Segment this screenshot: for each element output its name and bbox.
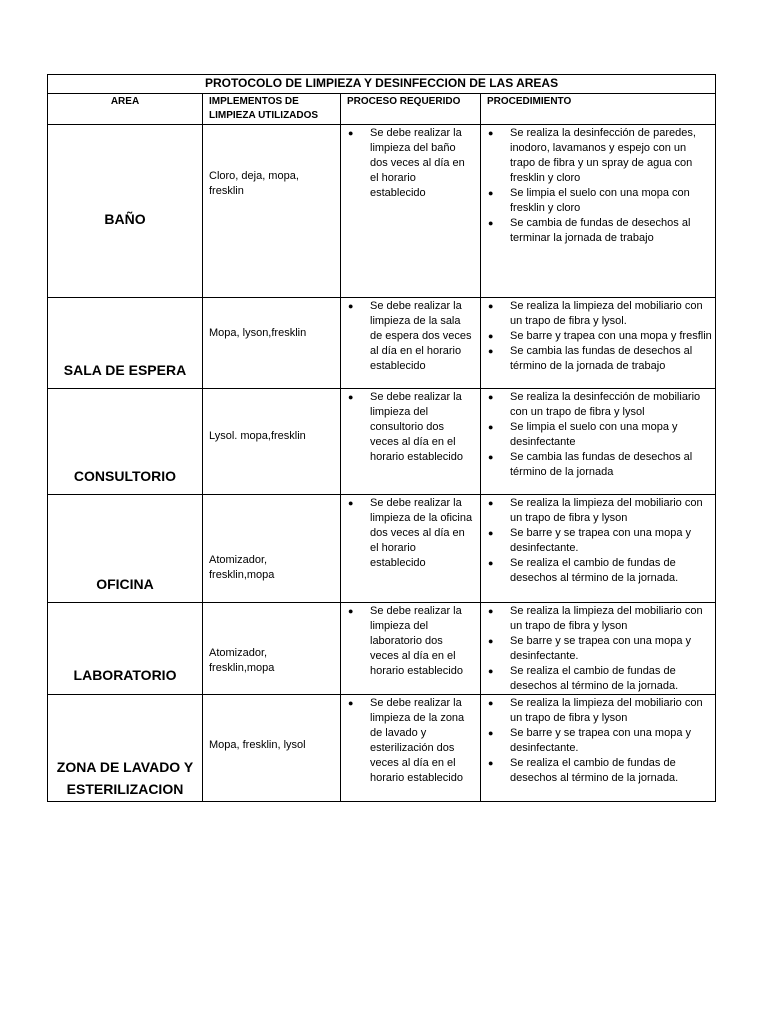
area-name: BAÑO: [104, 211, 146, 227]
bullet-icon: ●: [488, 346, 494, 356]
procedure-cell: [481, 695, 716, 802]
procedure-item: [481, 496, 713, 526]
bullet-icon: ●: [488, 422, 494, 432]
procedure-item: [481, 556, 713, 586]
implements-cell: [203, 695, 341, 802]
bullet-icon: ●: [488, 301, 494, 311]
header-area: [48, 94, 203, 125]
implements-text: Atomizador, fresklin,mopa: [209, 554, 275, 581]
area-cell: [48, 125, 203, 298]
implements-cell: [203, 603, 341, 695]
procedure-cell: [481, 389, 716, 495]
implements-cell: [203, 389, 341, 495]
process-list: [341, 298, 480, 374]
header-area-label: AREA: [110, 96, 140, 107]
process-list: [341, 125, 480, 201]
process-item: [341, 126, 478, 201]
process-text: Se debe realizar la limpieza de la zona de lavado y esterilización dos veces al día en el horario establecido: [370, 697, 465, 784]
process-list: [341, 495, 480, 571]
process-cell: [341, 603, 481, 695]
header-process: [341, 94, 481, 125]
procedure-list: [481, 298, 715, 374]
procedure-list: [481, 695, 715, 786]
process-text: Se debe realizar la limpieza de la sala de espera dos veces al día en el horario establecido: [370, 300, 472, 372]
procedure-text: Se barre y trapea con una mopa y fresflin: [510, 330, 712, 342]
procedure-text: Se realiza el cambio de fundas de desechos al término de la jornada.: [510, 557, 679, 584]
table-title: PROTOCOLO DE LIMPIEZA Y DESINFECCION DE LAS AREAS: [48, 75, 716, 94]
procedure-text: Se cambia de fundas de desechos al terminar la jornada de trabajo: [510, 217, 691, 244]
process-cell: [341, 495, 481, 603]
procedure-list: [481, 495, 715, 586]
procedure-item: [481, 526, 713, 556]
process-item: [341, 496, 478, 571]
header-implements-line2: LIMPIEZA UTILIZADOS: [209, 110, 319, 121]
procedure-item: [481, 756, 713, 786]
procedure-text: Se realiza la limpieza del mobiliario con un trapo de fibra y lysol.: [510, 300, 703, 327]
procedure-text: Se cambia las fundas de desechos al término de la jornada de trabajo: [510, 345, 693, 372]
area-name: LABORATORIO: [73, 667, 177, 683]
process-list: [341, 389, 480, 465]
procedure-list: [481, 603, 715, 694]
procedure-item: [481, 186, 713, 216]
bullet-icon: ●: [488, 128, 494, 138]
area-name: ZONA DE LAVADO Y ESTERILIZACION: [56, 759, 194, 797]
procedure-item: [481, 126, 713, 186]
process-cell: [341, 389, 481, 495]
process-text: Se debe realizar la limpieza de la oficina dos veces al día en el horario establecido: [370, 497, 473, 569]
implements-cell: [203, 125, 341, 298]
bullet-icon: ●: [488, 498, 494, 508]
bullet-icon: ●: [348, 392, 354, 402]
procedure-list: [481, 389, 715, 480]
bullet-icon: ●: [348, 301, 354, 311]
bullet-icon: ●: [488, 758, 494, 768]
procedure-text: Se barre y se trapea con una mopa y desinfectante.: [510, 527, 691, 554]
area-name: SALA DE ESPERA: [63, 362, 187, 378]
process-cell: [341, 125, 481, 298]
bullet-icon: ●: [348, 698, 354, 708]
table-row: [48, 603, 716, 695]
procedure-text: Se realiza la desinfección de paredes, inodoro, lavamanos y espejo con un trapo de fibra y un spray de agua con fresklin y cloro: [510, 127, 696, 184]
procedure-cell: [481, 298, 716, 389]
header-implements-line1: IMPLEMENTOS DE: [209, 96, 299, 107]
table-row: [48, 695, 716, 802]
procedure-item: [481, 329, 713, 344]
procedure-item: [481, 420, 713, 450]
bullet-icon: ●: [348, 606, 354, 616]
area-name: OFICINA: [96, 576, 154, 592]
area-cell: [48, 603, 203, 695]
implements-text: Atomizador, fresklin,mopa: [209, 647, 275, 674]
procedure-text: Se limpia el suelo con una mopa y desinfectante: [510, 421, 678, 448]
area-cell: [48, 389, 203, 495]
protocol-table: [47, 74, 716, 802]
bullet-icon: ●: [488, 666, 494, 676]
process-item: [341, 696, 478, 786]
procedure-item: [481, 344, 713, 374]
area-cell: [48, 298, 203, 389]
procedure-text: Se realiza la limpieza del mobiliario con un trapo de fibra y lyson: [510, 497, 703, 524]
bullet-icon: ●: [348, 128, 354, 138]
bullet-icon: ●: [488, 558, 494, 568]
procedure-cell: [481, 603, 716, 695]
bullet-icon: ●: [488, 392, 494, 402]
procedure-text: Se realiza el cambio de fundas de desechos al término de la jornada.: [510, 665, 679, 692]
table-row: [48, 298, 716, 389]
procedure-cell: [481, 495, 716, 603]
procedure-text: Se barre y se trapea con una mopa y desinfectante.: [510, 727, 691, 754]
implements-text: Mopa, lyson,fresklin: [209, 327, 307, 339]
table-row: [48, 125, 716, 298]
procedure-text: Se realiza la desinfección de mobiliario con un trapo de fibra y lysol: [510, 391, 701, 418]
bullet-icon: ●: [348, 498, 354, 508]
implements-text: Lysol. mopa,fresklin: [209, 430, 306, 442]
table-row: [48, 495, 716, 603]
procedure-item: [481, 634, 713, 664]
procedure-list: [481, 125, 715, 246]
procedure-text: Se realiza la limpieza del mobiliario con un trapo de fibra y lyson: [510, 697, 703, 724]
implements-text: Mopa, fresklin, lysol: [209, 739, 306, 751]
procedure-item: [481, 726, 713, 756]
process-list: [341, 695, 480, 786]
procedure-item: [481, 450, 713, 480]
procedure-cell: [481, 125, 716, 298]
process-item: [341, 604, 478, 679]
process-text: Se debe realizar la limpieza del laboratorio dos veces al día en el horario establecido: [370, 605, 463, 677]
implements-cell: [203, 495, 341, 603]
process-cell: [341, 298, 481, 389]
header-procedure: [481, 94, 716, 125]
procedure-item: [481, 664, 713, 694]
procedure-text: Se limpia el suelo con una mopa con fresklin y cloro: [510, 187, 690, 214]
procedure-item: [481, 390, 713, 420]
bullet-icon: ●: [488, 218, 494, 228]
bullet-icon: ●: [488, 331, 494, 341]
header-procedure-label: PROCEDIMIENTO: [487, 96, 572, 107]
bullet-icon: ●: [488, 698, 494, 708]
bullet-icon: ●: [488, 452, 494, 462]
implements-cell: [203, 298, 341, 389]
header-row: [48, 94, 716, 125]
process-item: [341, 299, 478, 374]
procedure-item: [481, 216, 713, 246]
area-name: CONSULTORIO: [73, 468, 177, 484]
area-cell: [48, 495, 203, 603]
area-cell: [48, 695, 203, 802]
bullet-icon: ●: [488, 188, 494, 198]
procedure-text: Se realiza el cambio de fundas de desechos al término de la jornada.: [510, 757, 679, 784]
bullet-icon: ●: [488, 636, 494, 646]
procedure-text: Se barre y se trapea con una mopa y desinfectante.: [510, 635, 691, 662]
header-implements-label: [203, 94, 340, 123]
table-row: [48, 389, 716, 495]
bullet-icon: ●: [488, 606, 494, 616]
procedure-text: Se cambia las fundas de desechos al término de la jornada: [510, 451, 693, 478]
header-process-label: PROCESO REQUERIDO: [347, 96, 461, 107]
process-list: [341, 603, 480, 679]
header-implements: [203, 94, 341, 125]
procedure-item: [481, 696, 713, 726]
process-text: Se debe realizar la limpieza del consultorio dos veces al día en el horario establecido: [370, 391, 463, 463]
procedure-item: [481, 604, 713, 634]
procedure-text: Se realiza la limpieza del mobiliario con un trapo de fibra y lyson: [510, 605, 703, 632]
procedure-item: [481, 299, 713, 329]
implements-text: Cloro, deja, mopa, fresklin: [209, 170, 299, 197]
process-text: Se debe realizar la limpieza del baño dos veces al día en el horario establecido: [370, 127, 465, 199]
bullet-icon: ●: [488, 528, 494, 538]
title-row: [48, 75, 716, 94]
process-cell: [341, 695, 481, 802]
bullet-icon: ●: [488, 728, 494, 738]
process-item: [341, 390, 478, 465]
